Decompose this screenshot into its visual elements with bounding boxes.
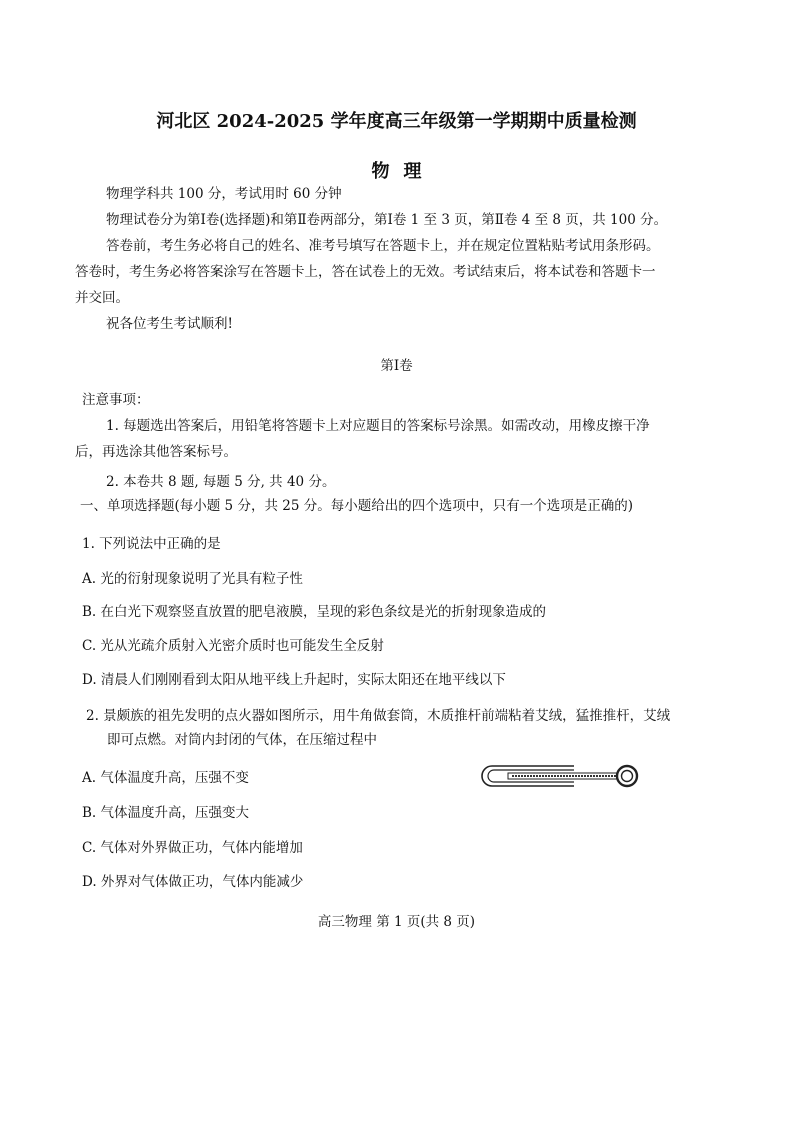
note-1-line-2: 后，再选涂其他答案标号。	[75, 444, 237, 460]
section-heading: 第Ⅰ卷	[380, 358, 413, 374]
question-2-option-a: A. 气体温度升高，压强不变	[82, 770, 249, 786]
question-2-option-c: C. 气体对外界做正功，气体内能增加	[82, 840, 303, 856]
intro-line-1: 物理学科共 100 分，考试用时 60 分钟	[106, 186, 342, 202]
question-1-option-a: A. 光的衍射现象说明了光具有粒子性	[82, 571, 303, 587]
page-footer: 高三物理 第 1 页(共 8 页)	[317, 914, 476, 930]
intro-line-3: 答卷前，考生务必将自己的姓名、准考号填写在答题卡上，并在规定位置粘贴考试用条形码。	[106, 238, 660, 254]
page-title: 河北区 2024-2025 学年度高三年级第一学期期中质量检测	[156, 111, 637, 132]
question-1-option-b: B. 在白光下观察竖直放置的肥皂液膜，呈现的彩色条纹是光的折射现象造成的	[82, 604, 547, 620]
intro-line-6: 祝各位考生考试顺利!	[106, 316, 233, 332]
fire-piston-figure	[478, 762, 640, 792]
question-2-option-d: D. 外界对气体做正功，气体内能减少	[82, 874, 304, 890]
part-heading: 一、单项选择题(每小题 5 分，共 25 分。每小题给出的四个选项中，只有一个选项是正确的)	[80, 498, 633, 514]
question-1-stem: 1. 下列说法中正确的是	[82, 536, 221, 552]
question-1-option-c: C. 光从光疏介质射入光密介质时也可能发生全反射	[82, 638, 384, 654]
intro-line-4: 答卷时，考生务必将答案涂写在答题卡上，答在试卷上的无效。考试结束后，将本试卷和答题卡一	[75, 264, 656, 280]
intro-line-5: 并交回。	[75, 290, 129, 306]
handle-ring	[617, 766, 637, 786]
note-2: 2. 本卷共 8 题, 每题 5 分, 共 40 分。	[106, 474, 336, 490]
intro-line-2: 物理试卷分为第Ⅰ卷(选择题)和第Ⅱ卷两部分，第Ⅰ卷 1 至 3 页，第Ⅱ卷 4 至 8 页，共 100 分。	[106, 212, 668, 228]
note-1-line-1: 1. 每题选出答案后，用铅笔将答题卡上对应题目的答案标号涂黑。如需改动，用橡皮擦干净	[106, 418, 650, 434]
question-2-stem-line-1: 2. 景颇族的祖先发明的点火器如图所示，用牛角做套筒，木质推杆前端粘着艾绒，猛推推杆，艾绒	[86, 708, 671, 724]
notes-title: 注意事项：	[82, 392, 150, 408]
question-2-option-b: B. 气体温度升高，压强变大	[82, 805, 250, 821]
question-1-option-d: D. 清晨人们刚刚看到太阳从地平线上升起时，实际太阳还在地平线以下	[82, 672, 506, 688]
question-2-stem-line-2: 即可点燃。对筒内封闭的气体，在压缩过程中	[107, 732, 377, 748]
subject-title: 物理	[371, 161, 436, 182]
